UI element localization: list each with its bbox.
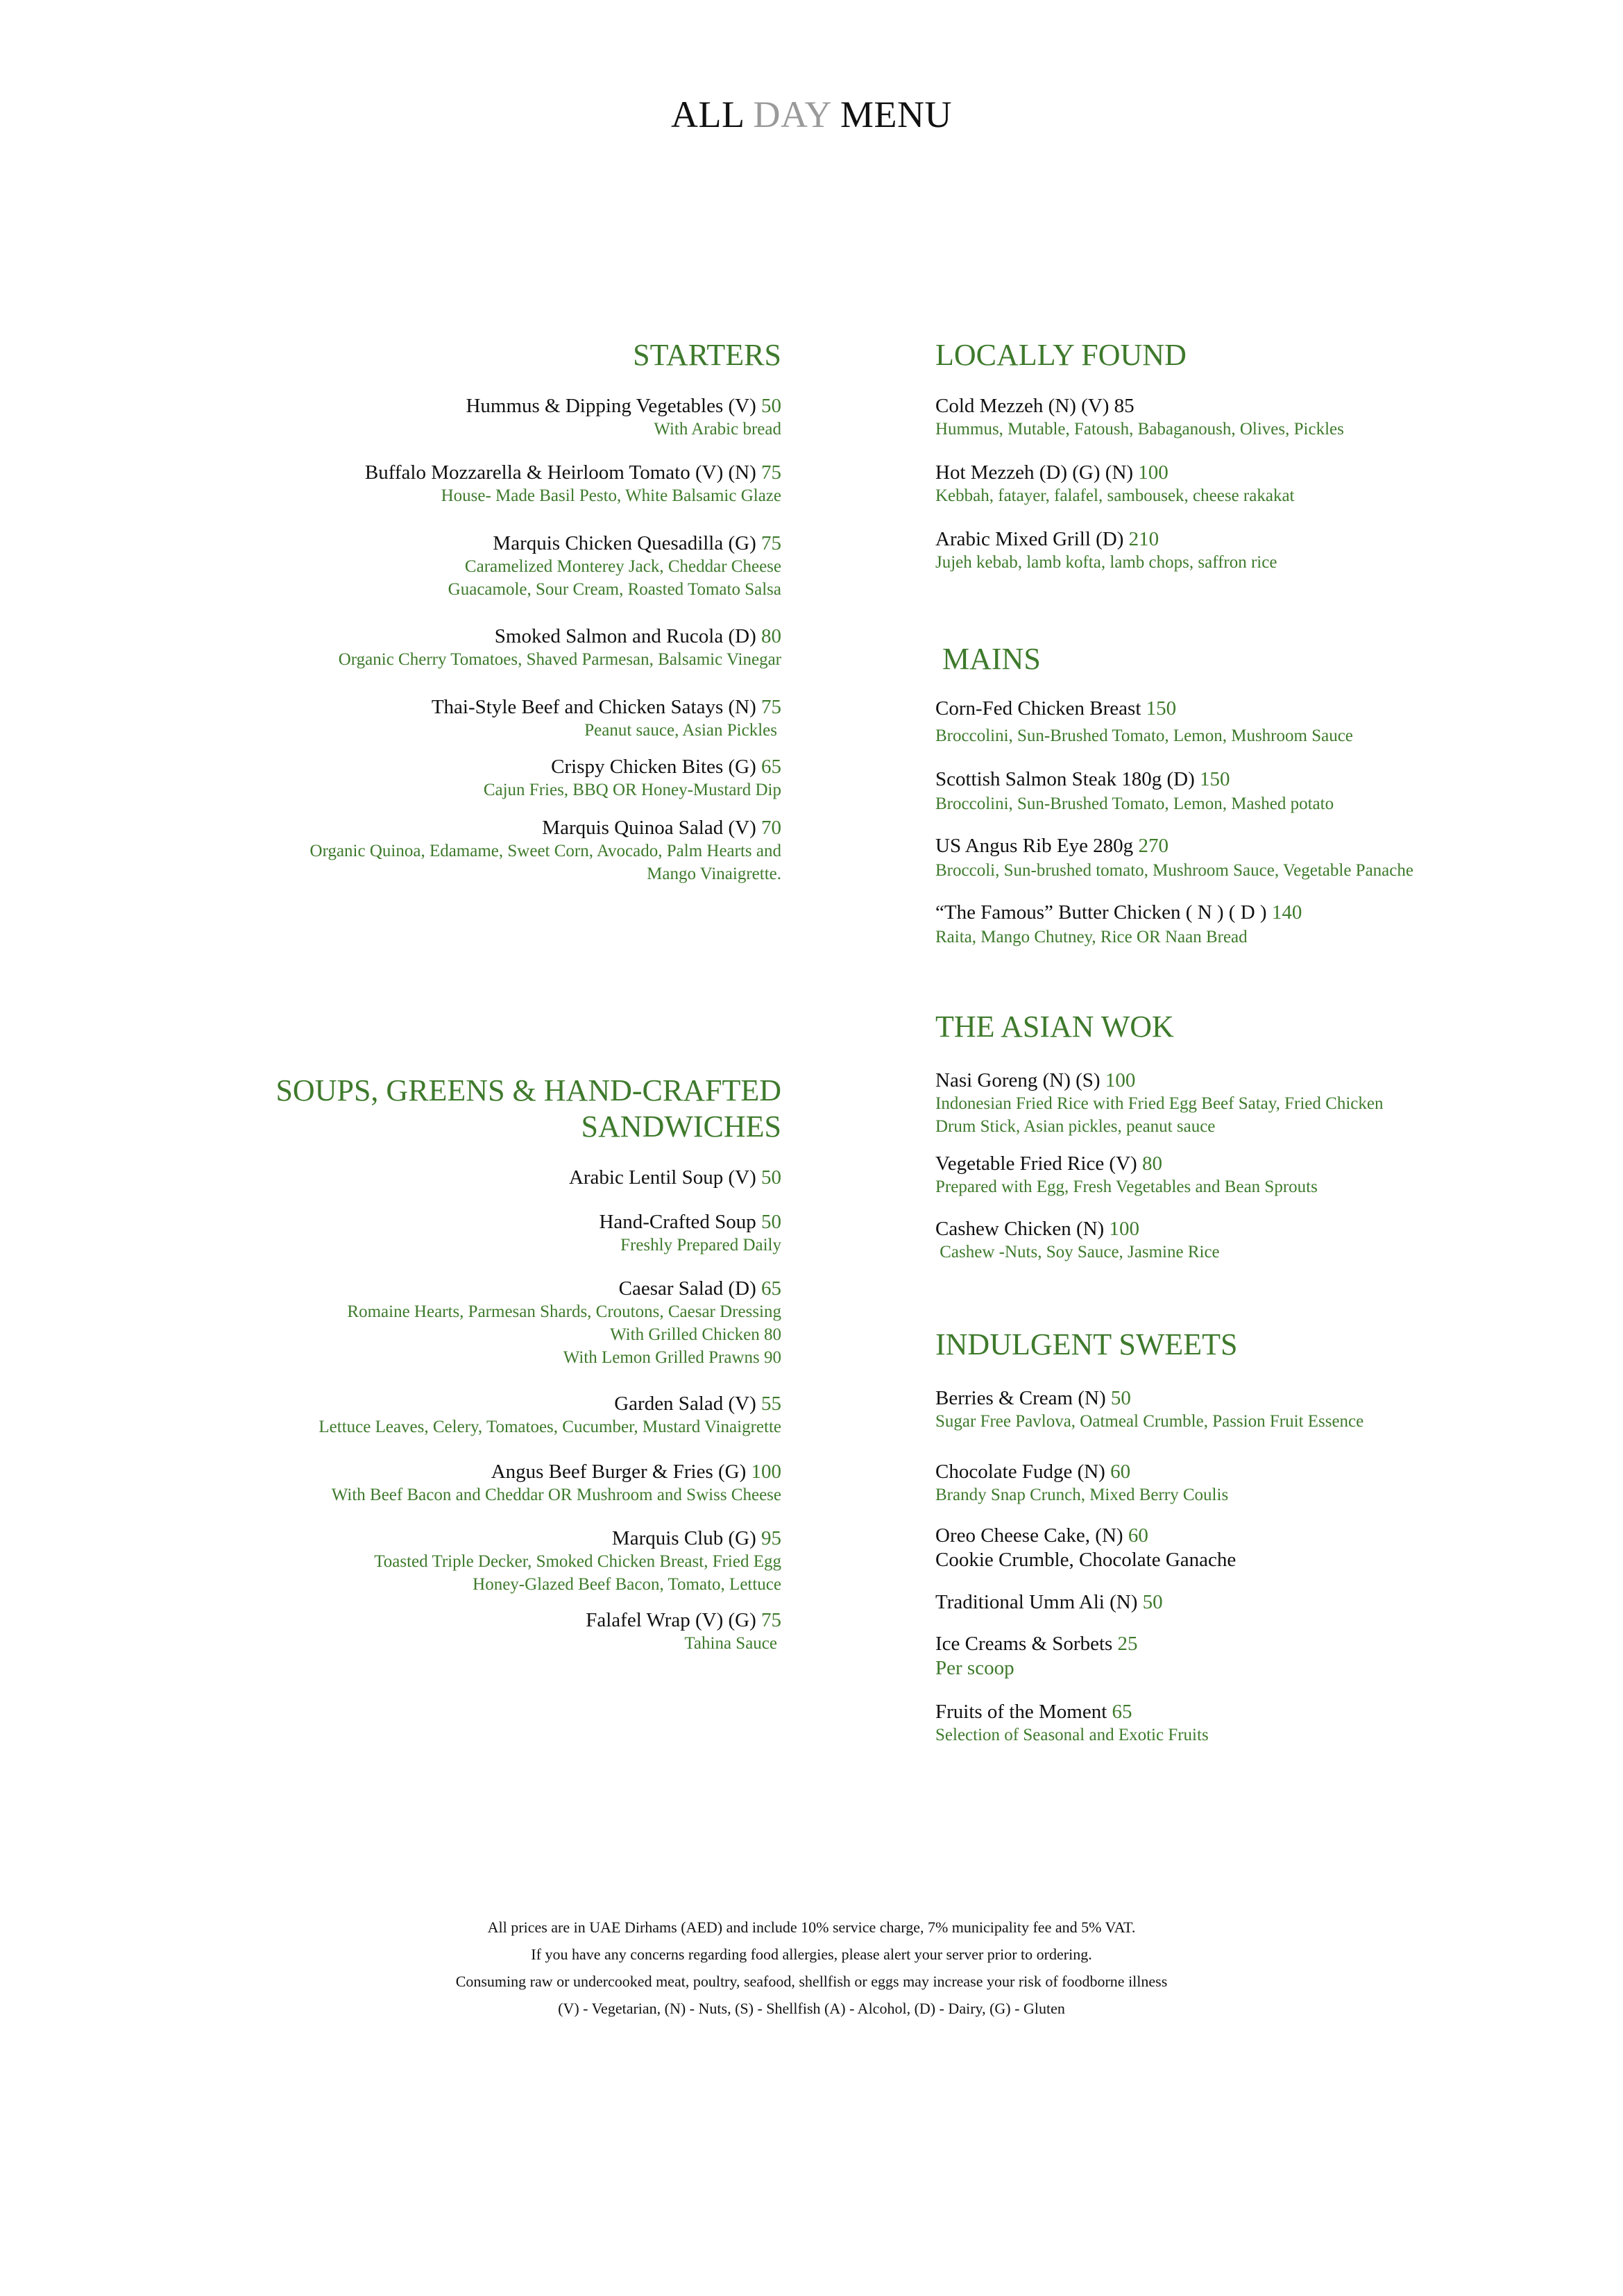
- item-price: 50: [761, 1211, 781, 1233]
- menu-item: [935, 767, 1546, 815]
- menu-title-part2: DAY: [753, 94, 831, 135]
- item-description: Caramelized Monterey Jack, Cheddar Cheese: [464, 557, 781, 576]
- item-name: Berries & Cream (N) 50: [935, 1387, 1131, 1409]
- menu-item: [139, 394, 781, 441]
- menu-item: [935, 697, 1546, 747]
- item-description: Selection of Seasonal and Exotic Fruits: [935, 1726, 1209, 1744]
- item-description: Organic Cherry Tomatoes, Shaved Parmesan, Balsamic Vinegar: [338, 650, 781, 669]
- item-price: 60: [1128, 1524, 1148, 1547]
- item-description: With Grilled Chicken 80: [610, 1325, 781, 1344]
- item-description: With Lemon Grilled Prawns 90: [563, 1348, 781, 1367]
- menu-item: [139, 695, 781, 742]
- item-name: Scottish Salmon Steak 180g (D) 150: [935, 768, 1230, 790]
- menu-item: [935, 834, 1546, 882]
- footer-line-legend: (V) - Vegetarian, (N) - Nuts, (S) - Shellfish (A) - Alcohol, (D) - Dairy, (G) - Gluten: [558, 2000, 1065, 2017]
- menu-item: [935, 461, 1546, 507]
- item-price: 80: [1141, 1153, 1162, 1175]
- item-description: Brandy Snap Crunch, Mixed Berry Coulis: [935, 1486, 1229, 1504]
- item-price: 100: [751, 1461, 781, 1483]
- item-name: Cashew Chicken (N) 100: [935, 1218, 1139, 1240]
- item-name: Smoked Salmon and Rucola (D) 80: [494, 625, 781, 647]
- menu-item: [935, 1632, 1546, 1681]
- section-title-asian-wok: THE ASIAN WOK: [935, 1010, 1174, 1044]
- item-description: Lettuce Leaves, Celery, Tomatoes, Cucumber, Mustard Vinaigrette: [318, 1418, 781, 1436]
- item-price: 50: [1110, 1387, 1131, 1409]
- item-price: 95: [761, 1527, 781, 1549]
- section-title-soups: [275, 1073, 781, 1145]
- item-description: Per scoop: [935, 1657, 1014, 1679]
- menu-item: [139, 1277, 781, 1369]
- item-price: 70: [761, 817, 781, 839]
- item-description: Organic Quinoa, Edamame, Sweet Corn, Avocado, Palm Hearts and: [309, 842, 781, 860]
- item-name: Angus Beef Burger & Fries (G) 100: [491, 1461, 781, 1483]
- item-price: 50: [761, 395, 781, 417]
- item-name: Falafel Wrap (V) (G) 75: [586, 1609, 781, 1631]
- item-name: US Angus Rib Eye 280g 270: [935, 835, 1169, 857]
- item-price: 270: [1138, 835, 1169, 857]
- item-name: Ice Creams & Sorbets 25: [935, 1633, 1138, 1655]
- menu-item: [935, 1152, 1546, 1198]
- menu-title-part3: MENU: [831, 94, 952, 135]
- item-name: Traditional Umm Ali (N) 50: [935, 1591, 1163, 1613]
- item-name: Corn-Fed Chicken Breast 150: [935, 697, 1177, 720]
- item-description: House- Made Basil Pesto, White Balsamic Glaze: [441, 486, 781, 505]
- item-price: 55: [761, 1393, 781, 1415]
- menu-item: [139, 1392, 781, 1438]
- item-description: With Beef Bacon and Cheddar OR Mushroom and Swiss Cheese: [331, 1486, 781, 1504]
- menu-item: [935, 1217, 1546, 1264]
- item-name: Oreo Cheese Cake, (N) 60: [935, 1524, 1148, 1547]
- menu-item: [139, 1166, 781, 1189]
- menu-item: [139, 1460, 781, 1506]
- menu-item: [139, 755, 781, 801]
- item-description: Broccolini, Sun-Brushed Tomato, Lemon, Mushroom Sauce: [935, 726, 1353, 745]
- section-title-locally-found: LOCALLY FOUND: [935, 338, 1187, 372]
- menu-item: [139, 461, 781, 507]
- item-description: Raita, Mango Chutney, Rice OR Naan Bread: [935, 928, 1248, 946]
- item-description: Broccolini, Sun-Brushed Tomato, Lemon, Mashed potato: [935, 794, 1334, 813]
- item-price: 60: [1110, 1461, 1131, 1483]
- menu-item: [935, 1700, 1546, 1746]
- item-name: Hummus & Dipping Vegetables (V) 50: [466, 395, 781, 417]
- item-price: 75: [761, 1609, 781, 1631]
- item-name: Cold Mezzeh (N) (V) 85: [935, 395, 1135, 417]
- item-description: Peanut sauce, Asian Pickles: [584, 721, 777, 740]
- menu-item: [139, 1527, 781, 1596]
- item-name: Thai-Style Beef and Chicken Satays (N) 75: [431, 696, 781, 718]
- item-price: 65: [761, 1277, 781, 1300]
- item-price: 75: [761, 461, 781, 484]
- item-name: Crispy Chicken Bites (G) 65: [551, 756, 781, 778]
- item-description: Freshly Prepared Daily: [620, 1236, 781, 1255]
- item-description: Guacamole, Sour Cream, Roasted Tomato Salsa: [448, 580, 781, 599]
- item-description: Honey-Glazed Beef Bacon, Tomato, Lettuce: [473, 1575, 781, 1594]
- item-description: Tahina Sauce: [684, 1634, 777, 1653]
- menu-item: [139, 1210, 781, 1257]
- menu-item: [935, 1386, 1546, 1433]
- item-description: Mango Vinaigrette.: [647, 865, 781, 883]
- item-price: 50: [761, 1166, 781, 1189]
- item-name: Buffalo Mozzarella & Heirloom Tomato (V) (N) 75: [364, 461, 781, 484]
- menu-item: [139, 816, 781, 885]
- item-name: Marquis Club (G) 95: [611, 1527, 781, 1549]
- section-title-mains: MAINS: [942, 642, 1041, 676]
- item-description: With Arabic bread: [654, 420, 781, 439]
- footer-line-prices: All prices are in UAE Dirhams (AED) and include 10% service charge, 7% municipality fee and 5% VAT.: [487, 1919, 1136, 1936]
- item-description: Jujeh kebab, lamb kofta, lamb chops, saffron rice: [935, 553, 1277, 572]
- menu-item: [139, 1608, 781, 1655]
- item-name: Nasi Goreng (N) (S) 100: [935, 1069, 1136, 1091]
- menu-item: [935, 1069, 1546, 1138]
- item-name: Marquis Chicken Quesadilla (G) 75: [493, 532, 781, 554]
- item-price: 150: [1200, 768, 1230, 790]
- menu-item: [935, 1590, 1546, 1614]
- item-description: Cajun Fries, BBQ OR Honey-Mustard Dip: [483, 781, 781, 799]
- item-name: Garden Salad (V) 55: [614, 1393, 781, 1415]
- menu-item: [935, 394, 1546, 441]
- item-price: 80: [761, 625, 781, 647]
- item-name: Arabic Mixed Grill (D) 210: [935, 528, 1159, 550]
- footer-line-allergies: If you have any concerns regarding food allergies, please alert your server prior to ordering.: [531, 1946, 1092, 1963]
- item-price: 25: [1117, 1633, 1138, 1655]
- item-description: Hummus, Mutable, Fatoush, Babaganoush, Olives, Pickles: [935, 420, 1344, 439]
- item-price: 100: [1138, 461, 1169, 484]
- item-name: Vegetable Fried Rice (V) 80: [935, 1153, 1162, 1175]
- section-title-starters: STARTERS: [633, 338, 781, 372]
- item-description: Cookie Crumble, Chocolate Ganache: [935, 1549, 1237, 1571]
- menu-item: [935, 1524, 1546, 1572]
- item-price: 100: [1105, 1069, 1136, 1091]
- item-description: Prepared with Egg, Fresh Vegetables and Bean Sprouts: [935, 1177, 1318, 1196]
- item-name: Caesar Salad (D) 65: [618, 1277, 781, 1300]
- item-name: Arabic Lentil Soup (V) 50: [568, 1166, 781, 1189]
- item-name: “The Famous” Butter Chicken ( N ) ( D ) 140: [935, 901, 1302, 924]
- item-price: 65: [1112, 1701, 1132, 1723]
- menu-item: [139, 532, 781, 601]
- item-price: 210: [1128, 528, 1159, 550]
- item-name: Hand-Crafted Soup 50: [599, 1211, 781, 1233]
- footer-notes: [0, 1914, 1623, 2022]
- menu-title-part1: ALL: [671, 94, 754, 135]
- item-name: Fruits of the Moment 65: [935, 1701, 1132, 1723]
- item-description: Indonesian Fried Rice with Fried Egg Beef Satay, Fried Chicken: [935, 1094, 1384, 1113]
- item-description: Cashew -Nuts, Soy Sauce, Jasmine Rice: [935, 1243, 1220, 1261]
- menu-item: [139, 624, 781, 671]
- section-title-indulgent-sweets: INDULGENT SWEETS: [935, 1327, 1238, 1361]
- item-description: Drum Stick, Asian pickles, peanut sauce: [935, 1117, 1216, 1136]
- menu-item: [935, 901, 1546, 949]
- item-price: 65: [761, 756, 781, 778]
- item-name: Chocolate Fudge (N) 60: [935, 1461, 1131, 1483]
- item-price: 100: [1109, 1218, 1139, 1240]
- section-title-line: SANDWICHES: [581, 1109, 781, 1143]
- footer-line-raw-food: Consuming raw or undercooked meat, poultry, seafood, shellfish or eggs may increase your risk of foodborne illness: [455, 1973, 1168, 1990]
- item-description: Kebbah, fatayer, falafel, sambousek, cheese rakakat: [935, 486, 1295, 505]
- item-description: Romaine Hearts, Parmesan Shards, Croutons, Caesar Dressing: [347, 1302, 781, 1321]
- item-description: Toasted Triple Decker, Smoked Chicken Breast, Fried Egg: [374, 1552, 781, 1571]
- item-price: 50: [1142, 1591, 1163, 1613]
- item-price: 140: [1271, 901, 1302, 924]
- item-name: Hot Mezzeh (D) (G) (N) 100: [935, 461, 1169, 484]
- section-title-line: SOUPS, GREENS & HAND-CRAFTED: [275, 1073, 781, 1107]
- menu-item: [935, 1460, 1546, 1506]
- menu-item: [935, 527, 1546, 574]
- item-name: Marquis Quinoa Salad (V) 70: [542, 817, 781, 839]
- item-price: 150: [1146, 697, 1177, 720]
- item-price: 75: [761, 532, 781, 554]
- item-description: Broccoli, Sun-brushed tomato, Mushroom Sauce, Vegetable Panache: [935, 861, 1413, 880]
- item-description: Sugar Free Pavlova, Oatmeal Crumble, Passion Fruit Essence: [935, 1412, 1364, 1431]
- item-price: 75: [761, 696, 781, 718]
